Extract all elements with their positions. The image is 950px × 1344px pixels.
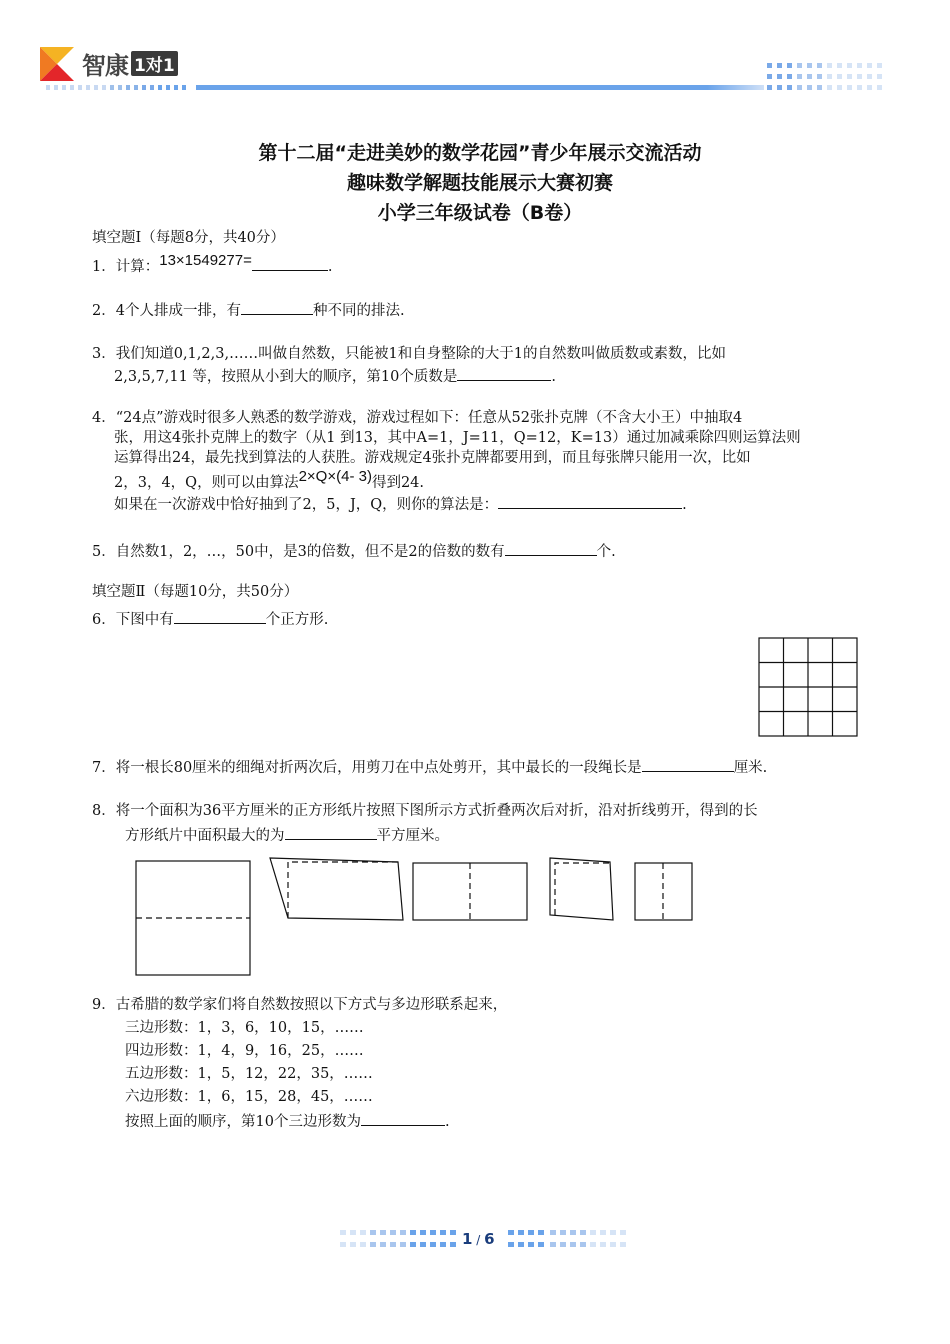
- q2-answer-blank[interactable]: [241, 300, 313, 315]
- q4-question: 如果在一次游戏中恰好抽到了2，5，J，Q，则你的算法是：: [114, 497, 499, 513]
- q8-folding-figures: [136, 858, 692, 975]
- fold-step-4: [550, 858, 613, 920]
- header-dots-right: [767, 63, 882, 90]
- question-9-line-4: 五边形数：1，5，12，22，35，……: [125, 1066, 373, 1082]
- question-3-line-1: 3．我们知道0,1,2,3,……叫做自然数，只能被1和自身整除的大于1的自然数叫做质数或素数，比如: [92, 346, 727, 362]
- logo-text: 智康: [82, 52, 128, 80]
- exam-title-line-3: 小学三年级试卷（B卷）: [377, 202, 583, 224]
- q7-text: 7．将一根长80厘米的细绳对折两次后，用剪刀在中点处剪开，其中最长的一段绳长是: [92, 760, 642, 776]
- question-4-line-5: [114, 494, 687, 514]
- q7-text-end: 厘米.: [733, 760, 768, 776]
- question-9-line-3: 四边形数：1，4，9，16，25，……: [125, 1043, 364, 1059]
- page-number: 1 / 6: [462, 1230, 495, 1248]
- q8-text-end: 平方厘米。: [376, 828, 449, 844]
- question-4-line-3: 运算得出24，最先找到算法的人获胜。游戏规定4张扑克牌都要用到，而且每张牌只能用一次，比如: [114, 450, 751, 466]
- q1-expression: 13×1549277=: [159, 252, 252, 269]
- header-dots-left: [46, 85, 186, 90]
- q4-text-b: 得到24.: [371, 475, 425, 491]
- question-7: [92, 757, 767, 777]
- q2-text-end: 种不同的排法.: [312, 303, 405, 319]
- question-9-line-2: 三边形数：1，3，6，10，15，……: [125, 1020, 364, 1036]
- question-5: [92, 541, 616, 561]
- question-8-line-1: 8．将一个面积为36平方厘米的正方形纸片按照下图所示方式折叠两次后对折，沿对折线剪开，得到的长: [92, 803, 758, 819]
- q6-text-end: 个正方形.: [265, 612, 329, 628]
- q4-text: 2，3，4，Q，则可以由算法: [114, 475, 299, 491]
- section-1-heading: 填空题Ⅰ（每题8分，共40分）: [92, 230, 285, 246]
- q9-end: .: [444, 1114, 450, 1130]
- question-9-line-6: [125, 1111, 450, 1131]
- q1-label: 1．计算：: [92, 259, 160, 275]
- section-2-heading: 填空题Ⅱ（每题10分，共50分）: [92, 584, 299, 600]
- q5-answer-blank[interactable]: [505, 541, 597, 556]
- exam-title-line-2: 趣味数学解题技能展示大赛初赛: [346, 172, 613, 194]
- logo-badge: 1对1: [131, 51, 178, 76]
- q4-answer-blank[interactable]: [498, 494, 682, 509]
- question-6: [92, 609, 328, 629]
- fold-step-1: [136, 861, 250, 975]
- q8-answer-blank[interactable]: [285, 825, 377, 840]
- fold-step-5: [635, 863, 692, 920]
- q6-text: 6．下图中有: [92, 612, 174, 628]
- q9-text: 按照上面的顺序，第10个三边形数为: [125, 1114, 361, 1130]
- question-1: [92, 252, 333, 276]
- q7-answer-blank[interactable]: [642, 757, 734, 772]
- exam-title-line-1: 第十二届“走进美妙的数学花园”青少年展示交流活动: [258, 142, 702, 164]
- fold-step-3: [413, 863, 527, 920]
- header-rule: [196, 85, 764, 90]
- q5-text-end: 个.: [596, 544, 616, 560]
- q3-end: .: [551, 369, 556, 385]
- question-4-line-2: 张，用这4张扑克牌上的数字（从1 到13，其中A=1，J=11，Q=12，K=13）通过加减乘除四则运算法则: [114, 430, 801, 446]
- question-3-line-2: [114, 366, 556, 386]
- q2-text: 2．4个人排成一排，有: [92, 303, 241, 319]
- q3-text: 2,3,5,7,11 等，按照从小到大的顺序，第10个质数是: [114, 369, 458, 385]
- q6-answer-blank[interactable]: [174, 609, 266, 624]
- fold-step-2: [270, 858, 403, 920]
- question-9-line-5: 六边形数：1，6，15，28，45，……: [125, 1089, 373, 1105]
- q1-end: .: [327, 259, 333, 275]
- current-page: 1: [462, 1230, 473, 1248]
- q1-answer-blank[interactable]: [252, 256, 328, 271]
- question-4-line-1: 4．“24点”游戏时很多人熟悉的数学游戏，游戏过程如下：任意从52张扑克牌（不含大小王）中抽取4: [92, 410, 743, 426]
- q4-end: .: [682, 497, 687, 513]
- question-4-line-4: [114, 468, 425, 492]
- question-2: [92, 300, 405, 320]
- q8-text: 方形纸片中面积最大的为: [125, 828, 285, 844]
- q4-expression: 2×Q×(4- 3): [298, 468, 372, 485]
- question-9-line-1: 9．古希腊的数学家们将自然数按照以下方式与多边形联系起来，: [92, 997, 508, 1013]
- q3-answer-blank[interactable]: [457, 366, 551, 381]
- total-pages: 6: [484, 1230, 495, 1248]
- q9-answer-blank[interactable]: [361, 1111, 445, 1126]
- q6-square-grid-figure: [759, 638, 857, 736]
- q5-text: 5．自然数1，2，…，50中，是3的倍数，但不是2的倍数的数有: [92, 544, 505, 560]
- question-8-line-2: [125, 825, 449, 845]
